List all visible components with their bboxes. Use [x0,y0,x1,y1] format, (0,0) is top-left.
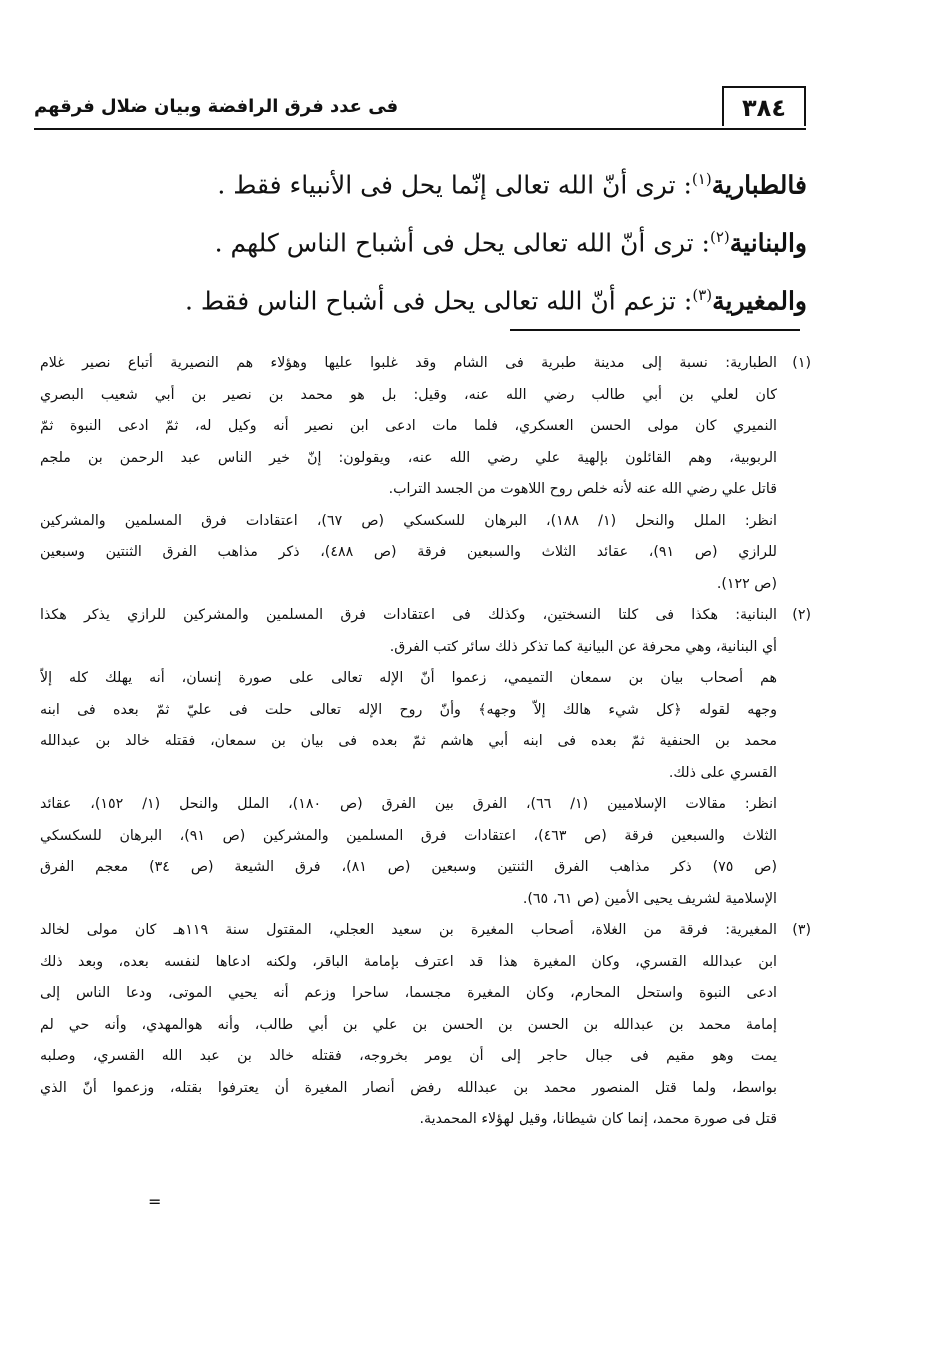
footnote-line: كان لعلي بن أبي طالب رضي الله عنه، وقيل: بل هو محمد بن نصير بن أبي شعيب البصري [40,386,777,403]
footnote-3 [40,915,811,1136]
footnote-line: وجهه لقوله ﴿كل شيء هالك إلاّ وجهه﴾ وأنّ روح الإله تعالى حلت فى عليّ ثمّ بعده فى ابنه [40,701,777,718]
footnotes [40,348,811,1136]
footnote-1 [40,348,811,600]
footnote-line: (ص ١٢٢). [716,575,777,592]
footnote-line: الطبارية: نسبة إلى مدينة طبرية فى الشام وقد غلبوا عليها وهؤلاء هم النصيرية أتباع نصير غلام [40,355,777,371]
main-line [70,150,807,208]
main-line-text: : ترى أنّ الله تعالى يحل فى أشباح الناس كلهم . [214,228,710,258]
running-title: فى عدد فرق الرافضة وبيان ضلال فرقهم [34,96,399,117]
main-line-text: : ترى أنّ الله تعالى إنّما يحل فى الأنبياء فقط . [217,170,692,200]
footnote-ref: (٣) [692,286,713,304]
footnote-line: المغيرية: فرقة من الغلاة، أصحاب المغيرة بن سعيد العجلي، المقتول سنة ١١٩هـ كان مولى لخالد [40,922,777,938]
sect-term: فالطبارية [711,170,807,200]
main-line [70,266,807,324]
footnote-marker: (١) [792,355,811,371]
footnote-separator [510,329,800,331]
main-line [70,208,807,266]
header-rule [34,128,806,130]
footnote-line: الربوبية، وهم القائلون بإلهية علي رضي الله عنه، ويقولون: إنّ خير الناس عبد الرحمن بن ملجم [40,449,777,466]
footnote-marker: (٢) [792,607,811,623]
footnote-line: ابن عبدالله القسري، وكان المغيرة هذا قد اعترف بإمامة الباقر، ولكنه ادعاها لنفسه بعده، وبعد ذلك [40,953,777,970]
footnote-2 [40,600,811,915]
continuation-mark: = [148,1192,162,1211]
footnote-line: محمد بن الحنفية ثمّ بعده فى ابنه أبي هاشم ثمّ بعده فى بيان بن سمعان، فقتله خالد بن عبدالله [40,733,777,749]
sect-term: والمغيرية [712,286,807,316]
footnote-line: البنانية: هكذا فى كلتا النسختين، وكذلك فى اعتقادات فرق المسلمين والمشركين للرازي يذكر هكذا [40,607,777,623]
footnote-line: انظر: مقالات الإسلاميين (١/ ٦٦)، الفرق بين الفرق (ص ١٨٠)، الملل والنحل (١/ ١٥٢)، عقائد [40,796,777,812]
footnote-line: أي البنانية، وهي محرفة عن البيانية كما تذكر ذلك سائر كتب الفرق. [389,638,777,655]
footnote-line: يمت وهو مقيم فى جبال حاجر إلى أن يومر بخروجه، فقتله خالد بن عبد الله القسري، وصلبه [40,1048,777,1064]
main-text [70,150,807,324]
footnote-line: قاتل علي رضي الله عنه لأنه خلص روح اللاهوت من الجسد التراب. [388,481,777,497]
footnote-ref: (٢) [709,228,730,246]
sect-term: والبنانية [729,228,807,258]
footnote-line: الثلاث والسبعين فرقة (ص ٤٦٣)، اعتقادات فرق المسلمين والمشركين (ص ٩١)، البرهان للسكسكي [40,827,777,844]
footnote-ref: (١) [691,170,712,188]
footnote-marker: (٣) [792,922,811,938]
footnote-line: القسري على ذلك. [668,764,777,781]
footnote-line: هم أصحاب بيان بن سمعان التميمي، زعموا أنّ الإله تعالى على صورة إنسان، أنه يهلك كله إلاّ [40,670,777,686]
footnote-line: بواسط، ولما قتل المنصور محمد بن عبدالله رفض أنصار المغيرة أن يعترفوا بقتله، وزعموا أنّ الذي [40,1079,777,1096]
footnote-line: الإسلامية لشريف يحيى الأمين (ص ٦١، ٦٥). [522,890,777,907]
footnote-line: النميري كان مولى الحسن العسكري، فلما مات ادعى ابن نصير أنه وكيل له، ثمّ ادعى النبوة ثمّ [40,418,777,434]
footnote-line: انظر: الملل والنحل (١/ ١٨٨)، البرهان للسكسكي (ص ٦٧)، اعتقادات فرق المسلمين والمشركين [40,512,777,529]
footnote-line: إمامة محمد بن عبدالله بن الحسن بن الحسن بن علي بن أبي طالب، وأنه هوالمهدي، وأنه حي لم [40,1016,777,1033]
footnote-line: قتل فى صورة محمد، إنما كان شيطانا، وقيل لهؤلاء المحمدية. [419,1111,777,1127]
page-number: ٣٨٤ [722,86,806,126]
footnote-line: ادعى النبوة واستحل المحارم، وكان المغيرة مجسما، ساحرا وزعم أنه يحيي الموتى، ودعا الناس إلى [40,985,777,1001]
page-header [34,86,806,130]
footnote-line: للرازي (ص ٩١)، عقائد الثلاث والسبعين فرقة (ص ٤٨٨)، ذكر مذاهب الفرق الثنتين وسبعين [40,544,777,560]
main-line-text: : تزعم أنّ الله تعالى يحل فى أشباح الناس فقط . [184,286,693,316]
footnote-line: (ص ٧٥) ذكر مذاهب الفرق الثنتين وسبعين (ص ٨١)، فرق الشيعة (ص ٣٤) معجم الفرق [40,859,777,875]
